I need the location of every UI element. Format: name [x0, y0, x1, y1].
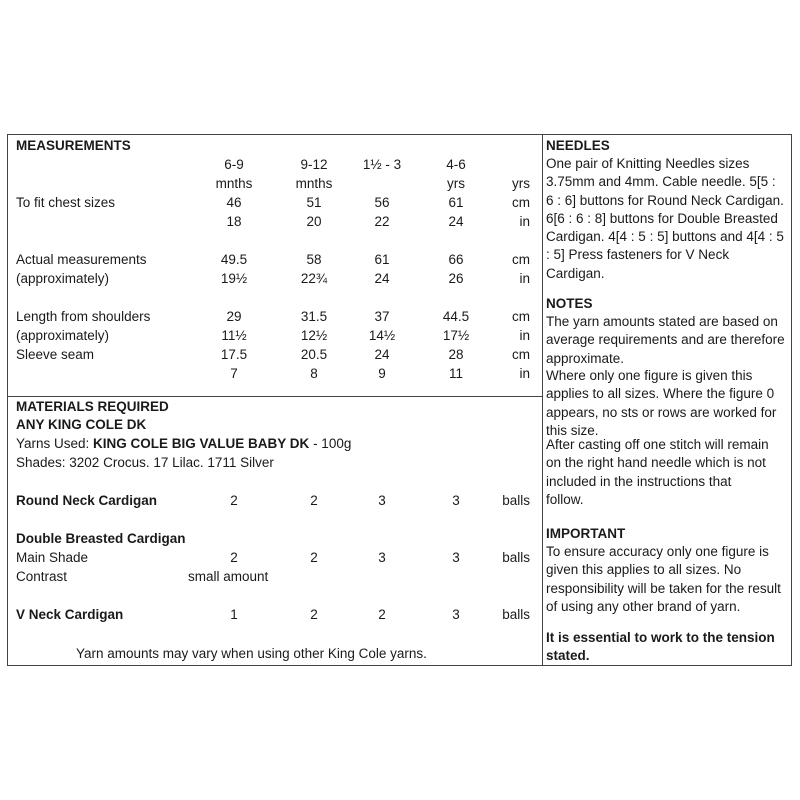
row-value: 51 [306, 195, 322, 210]
size-col-4-bottom: yrs [447, 176, 465, 191]
row-value: 58 [306, 252, 322, 267]
notes-paragraph-3: After casting off one stitch will remain on the right hand needle which is not included in the instructions that follow. [546, 437, 769, 507]
size-col-2-top: 9-12 [300, 157, 328, 172]
ball-count: 2 [310, 493, 318, 508]
row-value: 31.5 [300, 309, 328, 324]
ball-unit: balls [502, 607, 530, 622]
row-value: 24 [448, 214, 464, 229]
materials-heading: MATERIALS REQUIRED [16, 399, 169, 414]
measurements-heading: MEASUREMENTS [16, 138, 131, 153]
row-value: 14½ [368, 328, 396, 343]
row-value: 49.5 [220, 252, 248, 267]
ball-count: 2 [310, 607, 318, 622]
ball-unit: balls [502, 493, 530, 508]
row-value: 17½ [442, 328, 470, 343]
row-value: 9 [378, 366, 386, 381]
row-value: 56 [374, 195, 390, 210]
important-text: To ensure accuracy only one figure is given this applies to all sizes. No responsibility will be taken for the result of using any other brand of yarn. [546, 544, 781, 614]
notes-paragraph-2: Where only one figure is given this applies to all sizes. Where the figure 0 appears, no sts or rows are worked for this size. [546, 368, 777, 438]
row-value: 29 [226, 309, 242, 324]
needles-heading: NEEDLES [546, 138, 610, 153]
double-breasted-label: Double Breasted Cardigan [16, 531, 186, 546]
size-col-1-top: 6-9 [224, 157, 244, 172]
row-value: 22¾ [300, 271, 328, 286]
notes-heading: NOTES [546, 296, 593, 311]
row-value: 8 [310, 366, 318, 381]
ball-count: 3 [378, 493, 386, 508]
row-label: (approximately) [16, 271, 110, 286]
row-value: 46 [226, 195, 242, 210]
ball-count: 3 [452, 550, 460, 565]
row-value: 28 [448, 347, 464, 362]
row-value: 24 [374, 271, 390, 286]
row-label: Sleeve seam [16, 347, 95, 362]
size-col-5-bottom: yrs [512, 176, 530, 191]
ball-count: 1 [230, 607, 238, 622]
important-bold-text: It is essential to work to the tension stated. [546, 630, 775, 664]
notes-paragraph-1: The yarn amounts stated are based on average requirements and are therefore approximate. [546, 314, 785, 366]
size-col-2-bottom: mnths [295, 176, 333, 191]
row-value: 66 [448, 252, 464, 267]
row-label: To fit chest sizes [16, 195, 116, 210]
row-value: 11½ [221, 328, 247, 343]
row-unit: cm [512, 309, 530, 324]
row-value: 37 [374, 309, 390, 324]
row-label: Length from shoulders [16, 309, 151, 324]
row-value: 7 [230, 366, 238, 381]
row-value: 19½ [220, 271, 248, 286]
round-neck-label: Round Neck Cardigan [16, 493, 158, 508]
v-neck-label: V Neck Cardigan [16, 607, 124, 622]
ball-count: 3 [452, 493, 460, 508]
row-value: 61 [448, 195, 464, 210]
needles-text: One pair of Knitting Needles sizes 3.75mm and 4mm. Cable needle. 5[5 : 6 : 6] buttons for Round Neck Cardigan. 6[6 : 6 : 8] buttons for Double Breasted Cardigan. 4[4 : 5 : 5] buttons and 4[4 : 5 : 5] Press fasteners for V Neck Cardigan. [546, 156, 784, 281]
row-value: 17.5 [220, 347, 248, 362]
row-unit: cm [512, 252, 530, 267]
row-unit: in [519, 366, 530, 381]
row-value: 20 [306, 214, 322, 229]
row-unit: in [519, 271, 530, 286]
contrast-value: small amount [188, 569, 269, 584]
row-value: 61 [374, 252, 390, 267]
contrast-label: Contrast [16, 569, 68, 584]
ball-count: 2 [230, 493, 238, 508]
row-value: 22 [374, 214, 390, 229]
row-value: 24 [374, 347, 390, 362]
ball-count: 2 [230, 550, 238, 565]
shades: Shades: 3202 Crocus. 17 Lilac. 1711 Silver [16, 455, 274, 470]
size-col-3-top: 1½ - 3 [362, 157, 402, 172]
row-value: 11 [448, 366, 463, 381]
row-label: (approximately) [16, 328, 110, 343]
ball-count: 2 [378, 607, 386, 622]
row-label: Actual measurements [16, 252, 147, 267]
ball-count: 3 [378, 550, 386, 565]
important-heading: IMPORTANT [546, 526, 626, 541]
row-unit: in [519, 214, 530, 229]
row-value: 44.5 [442, 309, 470, 324]
row-unit: cm [512, 347, 530, 362]
row-value: 26 [448, 271, 464, 286]
size-col-1-bottom: mnths [215, 176, 253, 191]
ball-unit: balls [502, 550, 530, 565]
size-col-4-top: 4-6 [446, 157, 466, 172]
row-unit: in [519, 328, 530, 343]
yarn-footer-note: Yarn amounts may vary when using other King Cole yarns. [76, 646, 427, 661]
row-unit: cm [512, 195, 530, 210]
row-value: 18 [226, 214, 242, 229]
ball-count: 2 [310, 550, 318, 565]
yarns-used: Yarns Used: KING COLE BIG VALUE BABY DK - 100g [16, 436, 352, 451]
column-divider [542, 135, 543, 665]
ball-count: 3 [452, 607, 460, 622]
main-shade-label: Main Shade [16, 550, 89, 565]
materials-subheading: ANY KING COLE DK [16, 417, 147, 432]
row-value: 12½ [300, 328, 328, 343]
row-value: 20.5 [300, 347, 328, 362]
